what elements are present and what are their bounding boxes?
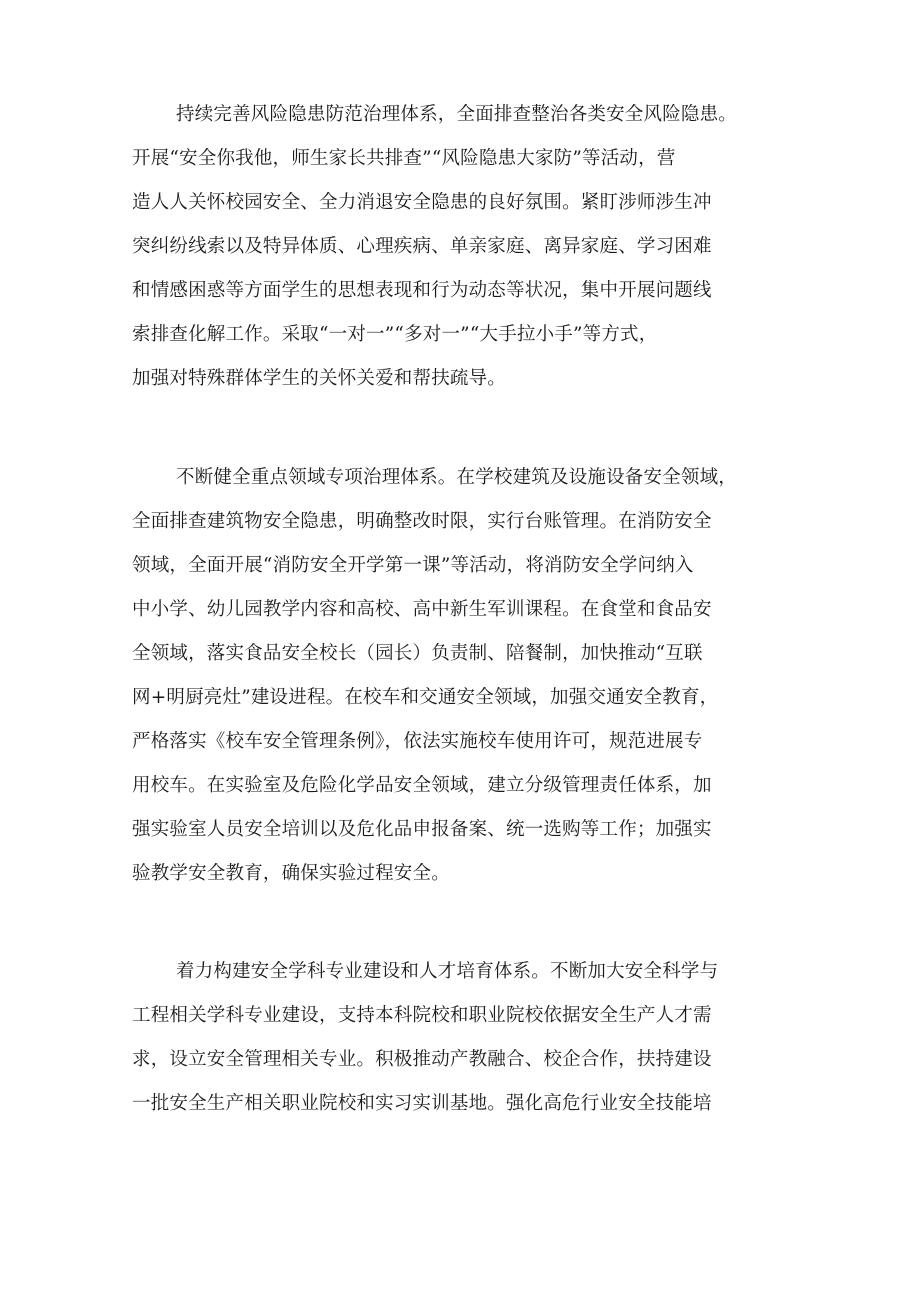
text-line: 严格落实《校车安全管理条例》，依法实施校车使用许可，规范进展专	[132, 731, 703, 752]
text-line: 中小学、幼儿园教学内容和高校、高中新生军训课程。在食堂和食品安	[132, 599, 712, 620]
text-line: 加强对特殊群体学生的关怀关爱和帮扶疏导。	[132, 368, 507, 389]
text-line: 造人人关怀校园安全、全力消退安全隐患的良好氛围。紧盯涉师涉生冲	[132, 192, 712, 213]
paragraph-discipline-building	[132, 950, 772, 1126]
text-line: 开展“安全你我他，师生家长共排查”“风险隐患大家防”等活动，营	[132, 148, 676, 169]
text-line: 全领域，落实食品安全校长（园长）负责制、陪餐制，加快推动“互联	[132, 643, 703, 664]
text-line: 一批安全生产相关职业院校和实习实训基地。强化高危行业安全技能培	[132, 1093, 712, 1114]
text-line: 求，设立安全管理相关专业。积极推动产教融合、校企合作，扶持建设	[132, 1049, 712, 1070]
text-line: 用校车。在实验室及危险化学品安全领域，建立分级管理责任体系，加	[132, 775, 712, 796]
text-line: 强实验室人员安全培训以及危化品申报备案、统一选购等工作；加强实	[132, 819, 712, 840]
text-line: 着力构建安全学科专业建设和人才培育体系。不断加大安全科学与	[176, 961, 719, 982]
text-line: 索排查化解工作。采取“一对一”“多对一”“大手拉小手”等方式，	[132, 324, 658, 345]
text-line: 网+明厨亮灶”建设进程。在校车和交通安全领域，加强交通安全教育，	[132, 687, 719, 708]
text-line: 全面排查建筑物安全隐患，明确整改时限，实行台账管理。在消防安全	[132, 511, 712, 532]
text-line: 持续完善风险隐患防范治理体系，全面排查整治各类安全风险隐患。	[176, 104, 738, 125]
text-line: 验教学安全教育，确保实验过程安全。	[132, 863, 450, 884]
paragraph-key-areas	[132, 456, 772, 896]
text-line: 突纠纷线索以及特异体质、心理疾病、单亲家庭、离异家庭、学习困难	[132, 236, 712, 257]
text-line: 工程相关学科专业建设，支持本科院校和职业院校依据安全生产人才需	[132, 1005, 712, 1026]
text-line: 领域，全面开展“消防安全开学第一课”等活动，将消防安全学问纳入	[132, 555, 694, 576]
paragraph-risk-prevention	[132, 93, 772, 401]
text-line: 和情感困惑等方面学生的思想表现和行为动态等状况，集中开展问题线	[132, 280, 712, 301]
text-line: 不断健全重点领域专项治理体系。在学校建筑及设施设备安全领域，	[176, 467, 738, 488]
